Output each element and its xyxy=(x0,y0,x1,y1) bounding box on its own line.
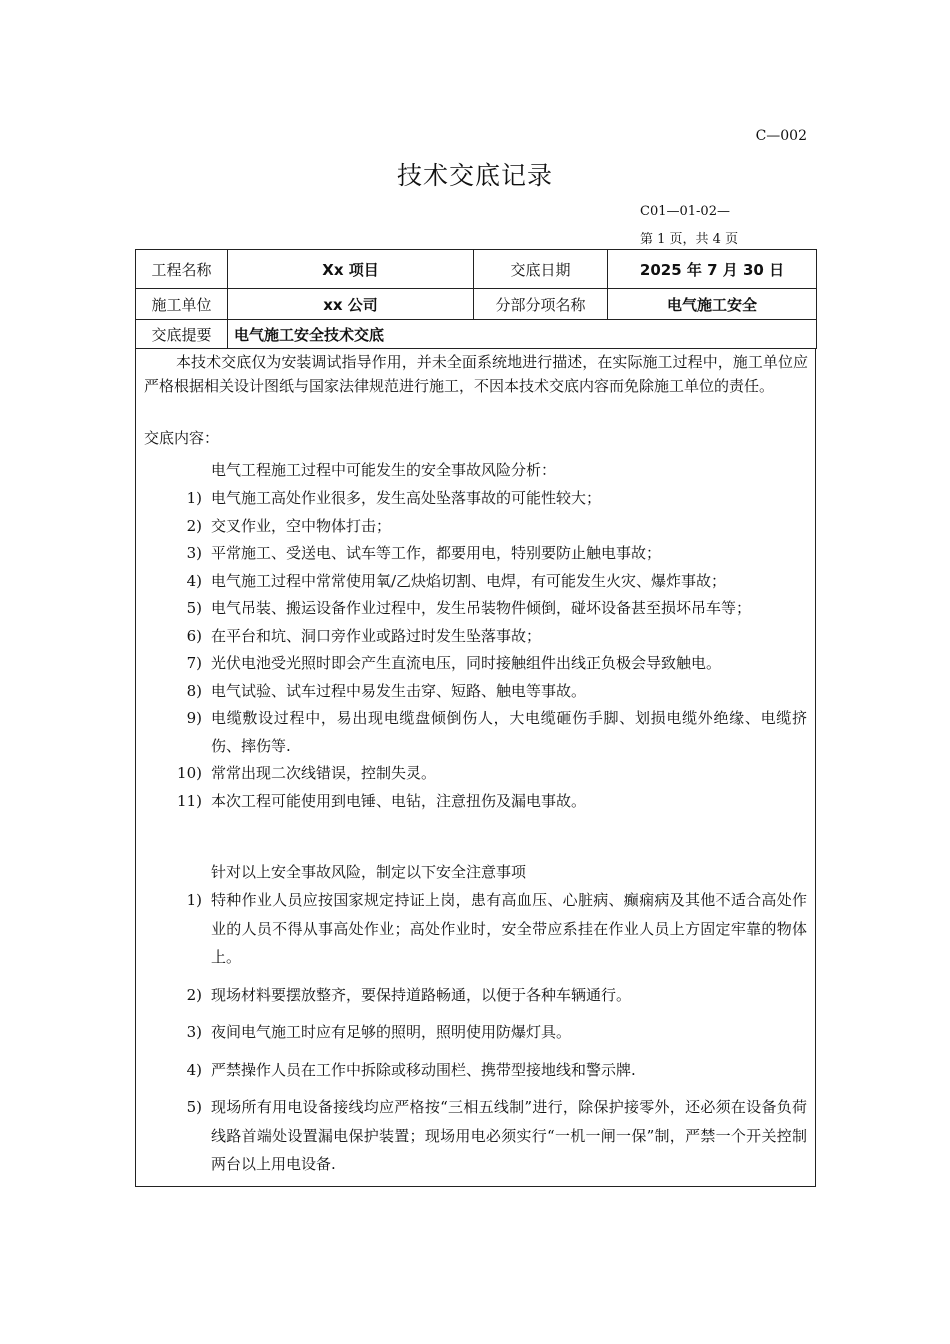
risk-intro: 电气工程施工过程中可能发生的安全事故风险分析： xyxy=(211,461,557,479)
list-item xyxy=(136,623,815,651)
document-title: 技术交底记录 xyxy=(396,161,553,190)
list-item xyxy=(136,1018,815,1047)
project-name-value: Xx 项目 xyxy=(228,250,474,289)
item-text: 本次工程可能使用到电锤、电钻，注意扭伤及漏电事故。 xyxy=(211,791,587,810)
subitem-value: 电气施工安全 xyxy=(608,289,817,320)
date-value: 2025 年 7 月 30 日 xyxy=(608,250,817,289)
list-item xyxy=(136,760,815,788)
item-number: 6) xyxy=(186,626,202,645)
safety-intro: 针对以上安全事故风险，制定以下安全注意事项 xyxy=(211,863,527,881)
item-number: 9) xyxy=(186,709,202,727)
list-item xyxy=(136,1093,815,1179)
item-number: 8) xyxy=(186,681,202,700)
item-text: 平常施工、受送电、试车等工作，都要用电，特别要防止触电事故； xyxy=(211,544,662,562)
list-item xyxy=(136,540,815,568)
unit-label: 施工单位 xyxy=(136,289,228,320)
list-item xyxy=(136,678,815,706)
list-item xyxy=(136,485,815,513)
list-item xyxy=(136,1056,815,1085)
page-info: 第 1 页，共 4 页 xyxy=(640,232,739,247)
item-number: 1) xyxy=(186,489,202,507)
summary-label: 交底提要 xyxy=(136,320,228,349)
item-text: 现场所有用电设备接线均应严格按“三相五线制”进行，除保护接零外，还必须在设备负荷线路首端处设置漏电保护装置；现场用电必须实行“一机一闸一保”制，严禁一个开关控制两台以上用电设备. xyxy=(211,1098,807,1173)
item-number: 11) xyxy=(177,791,202,810)
item-text: 严禁操作人员在工作中拆除或移动围栏、携带型接地线和警示牌. xyxy=(211,1060,636,1079)
item-number: 3) xyxy=(186,1023,202,1041)
content-label: 交底内容： xyxy=(144,429,220,447)
intro-paragraph: 本技术交底仅为安装调试指导作用，并未全面系统地进行描述，在实际施工过程中，施工单位应严格根据相关设计图纸与国家法律规范进行施工，不因本技术交底内容而免除施工单位的责任。 xyxy=(144,353,808,395)
item-number: 3) xyxy=(186,544,202,562)
item-text: 电气吊装、搬运设备作业过程中，发生吊装物件倾倒，碰坏设备甚至损坏吊车等； xyxy=(211,599,752,617)
item-number: 4) xyxy=(186,1060,202,1079)
item-text: 现场材料要摆放整齐，要保持道路畅通，以便于各种车辆通行。 xyxy=(211,985,632,1004)
item-number: 2) xyxy=(186,985,202,1004)
item-text: 特种作业人员应按国家规定持证上岗，患有高血压、心脏病、癫痫病及其他不适合高处作业的人员不得从事高处作业；高处作业时，安全带应系挂在作业人员上方固定牢靠的物体上。 xyxy=(211,891,807,966)
form-code: C—002 xyxy=(755,128,807,144)
item-text: 光伏电池受光照时即会产生直流电压，同时接触组件出线正负极会导致触电。 xyxy=(211,654,722,672)
list-item xyxy=(136,981,815,1010)
safety-list xyxy=(136,886,815,1188)
item-number: 2) xyxy=(186,516,202,535)
item-number: 1) xyxy=(186,891,202,909)
list-item xyxy=(136,595,815,623)
item-text: 交叉作业，空中物体打击； xyxy=(211,516,392,535)
list-item xyxy=(136,788,815,816)
risk-list xyxy=(136,485,815,815)
item-text: 电气试验、试车过程中易发生击穿、短路、触电等事故。 xyxy=(211,681,587,700)
list-item xyxy=(136,513,815,541)
item-number: 5) xyxy=(186,599,202,617)
item-number: 7) xyxy=(186,654,202,672)
meta-table xyxy=(135,249,817,349)
item-number: 10) xyxy=(177,764,202,782)
document-number: C01—01-02— xyxy=(640,204,730,219)
item-text: 在平台和坑、洞口旁作业或路过时发生坠落事故； xyxy=(211,626,542,645)
item-text: 电气施工高处作业很多，发生高处坠落事故的可能性较大； xyxy=(211,489,602,507)
item-number: 5) xyxy=(186,1098,202,1116)
content-box xyxy=(135,348,816,1187)
item-text: 电缆敷设过程中，易出现电缆盘倾倒伤人，大电缆砸伤手脚、划损电缆外绝缘、电缆挤伤、摔伤等. xyxy=(211,709,807,755)
item-text: 常常出现二次线错误，控制失灵。 xyxy=(211,764,437,782)
item-number: 4) xyxy=(186,571,202,590)
item-text: 电气施工过程中常常使用氧/乙炔焰切割、电焊，有可能发生火灾、爆炸事故； xyxy=(211,571,727,590)
list-item xyxy=(136,568,815,596)
project-name-label: 工程名称 xyxy=(136,250,228,289)
summary-value: 电气施工安全技术交底 xyxy=(228,320,817,349)
list-item xyxy=(136,886,815,972)
subitem-label: 分部分项名称 xyxy=(474,289,608,320)
list-item xyxy=(136,650,815,678)
item-text: 夜间电气施工时应有足够的照明，照明使用防爆灯具。 xyxy=(211,1023,572,1041)
date-label: 交底日期 xyxy=(474,250,608,289)
unit-value: xx 公司 xyxy=(228,289,474,320)
list-item xyxy=(136,705,815,760)
